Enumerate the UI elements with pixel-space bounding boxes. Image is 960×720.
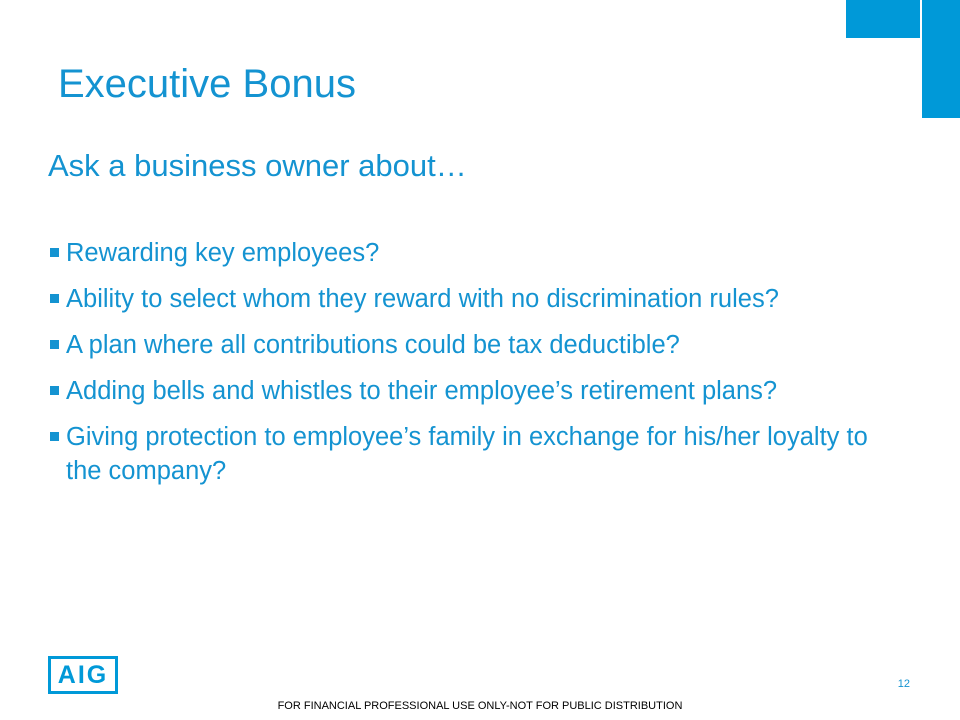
square-bullet-icon xyxy=(50,432,59,441)
square-bullet-icon xyxy=(50,340,59,349)
page-number: 12 xyxy=(897,678,910,690)
bullet-text: Rewarding key employees? xyxy=(66,239,380,267)
bullet-item xyxy=(48,282,878,316)
bullet-text: Ability to select whom they reward with no discrimination rules? xyxy=(66,285,779,313)
corner-accent-bar-tall xyxy=(922,0,960,118)
bullet-item xyxy=(48,420,878,488)
square-bullet-icon xyxy=(50,294,59,303)
bullet-list xyxy=(48,236,878,500)
corner-accent-bar xyxy=(846,0,920,38)
bullet-text: A plan where all contributions could be tax deductible? xyxy=(66,331,680,359)
bullet-item xyxy=(48,328,878,362)
slide-subtitle: Ask a business owner about… xyxy=(48,148,467,183)
slide-title: Executive Bonus xyxy=(58,62,356,106)
bullet-item xyxy=(48,374,878,408)
footer-disclaimer: FOR FINANCIAL PROFESSIONAL USE ONLY-NOT FOR PUBLIC DISTRIBUTION xyxy=(277,700,683,712)
square-bullet-icon xyxy=(50,248,59,257)
aig-logo xyxy=(48,656,118,694)
square-bullet-icon xyxy=(50,386,59,395)
logo-text: AIG xyxy=(57,660,109,689)
bullet-item xyxy=(48,236,878,270)
bullet-text: Giving protection to employee’s family in exchange for his/her loyalty to the company? xyxy=(66,423,868,485)
bullet-text: Adding bells and whistles to their employee’s retirement plans? xyxy=(66,377,778,405)
